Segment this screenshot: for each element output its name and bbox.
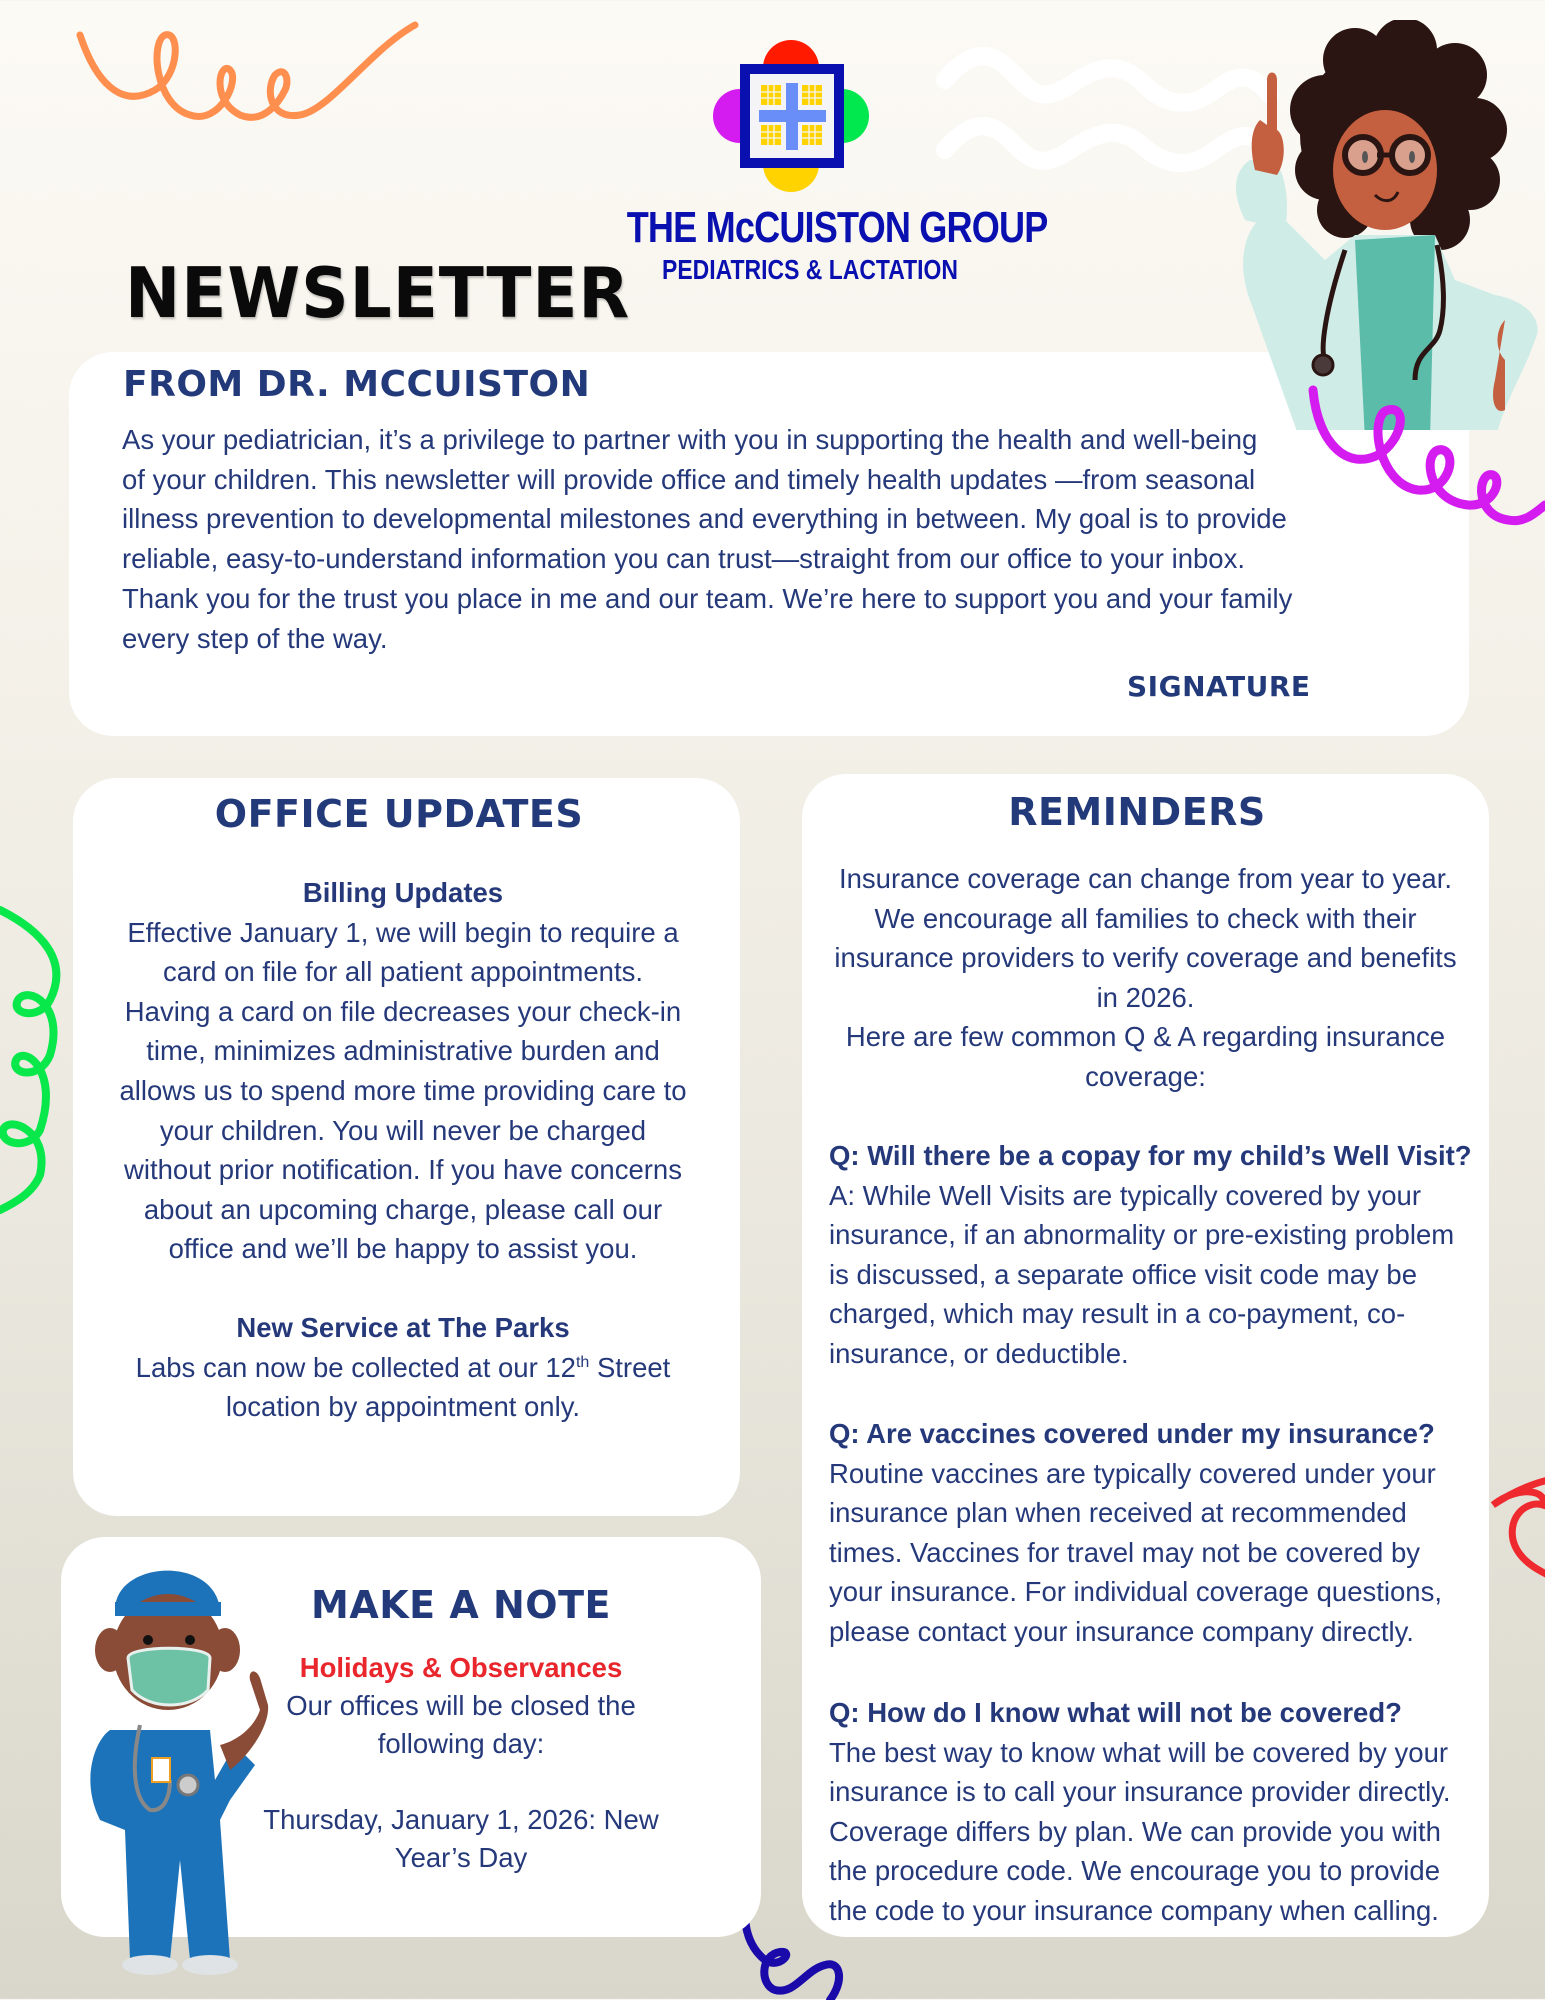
red-squiggle-decoration — [1488, 1470, 1545, 1580]
qa-item: Q: Will there be a copay for my child’s Well Visit? A: While Well Visits are typically covered by your insurance, if an abnormality or pre-existing problem is discussed, a separate office visit code may be charged, which may result in a co-payment, co- insurance, or deductible. — [829, 1136, 1472, 1374]
clinic-logo-icon — [706, 28, 876, 198]
signature: SIGNATURE — [1127, 670, 1311, 703]
office-updates-card — [73, 778, 740, 1516]
newsletter-title: NEWSLETTER — [125, 253, 631, 334]
qa-question: Q: Are vaccines covered under my insurance? — [829, 1418, 1435, 1449]
billing-updates-section: Billing Updates Effective January 1, we will begin to require a card on file for all patient appointments. Having a card on file decreases your check-in time, minimizes administrative burden and allows us to spend more time providing care to your children. You will never be charged without prior notification. If you have concerns about an upcoming charge, please call our office and we’ll be happy to assist you. — [73, 873, 733, 1269]
green-squiggle-decoration — [0, 905, 75, 1215]
from-doctor-message: As your pediatrician, it’s a privilege to partner with you in supporting the health and well-being of your children. This newsletter will provide office and timely health updates —from seasonal illness prevention to developmental milestones and everything in between. My goal is to provide reliable, easy-to-understand information you can trust—straight from our office to your inbox. Thank you for the trust you place in me and our team. We’re here to support you and your family every step of the way. — [122, 424, 1293, 654]
reminders-card — [802, 774, 1489, 1937]
billing-updates-title: Billing Updates — [302, 877, 504, 908]
reminders-intro: Insurance coverage can change from year to year. We encourage all families to check with their insurance providers to verify coverage and benefits in 2026. Here are few common Q & A regarding insurance coverage: — [834, 863, 1457, 1092]
qa-item: Q: Are vaccines covered under my insurance? Routine vaccines are typically covered under your insurance plan when received at recommended times. Vaccines for travel may not be covered by your insurance. For individual coverage questions, please contact your insurance company directly. — [829, 1414, 1442, 1652]
holidays-observances-label: Holidays & Observances — [299, 1652, 623, 1683]
brand-subtitle: PEDIATRICS & LACTATION — [662, 254, 958, 285]
male-nurse-illustration — [70, 1540, 320, 1985]
office-updates-heading: OFFICE UPDATES — [214, 792, 584, 836]
brand-name: THE McCUISTON GROUP — [626, 203, 1048, 252]
holiday-details: Holidays & Observances Our offices will be closed the following day: Thursday, January 1, 2026: New Year’s Day — [261, 1649, 661, 1877]
qa-question: Q: Will there be a copay for my child’s Well Visit? — [829, 1140, 1472, 1171]
qa-question: Q: How do I know what will not be covered? — [829, 1697, 1402, 1728]
from-doctor-heading: FROM DR. MCCUISTON — [123, 364, 591, 405]
purple-squiggle-decoration — [1308, 385, 1545, 530]
orange-squiggle-decoration — [70, 20, 430, 130]
reminders-heading: REMINDERS — [1008, 790, 1266, 834]
new-service-title: New Service at The Parks — [236, 1312, 570, 1343]
qa-item: Q: How do I know what will not be covered? The best way to know what will be covered by your insurance is to call your insurance provider directly. Coverage differs by plan. We can provide you with the procedure code. We encourage you to provide the code to your insurance company when calling. — [829, 1693, 1451, 1931]
new-service-section: New Service at The Parks Labs can now be collected at our 12th Street location by appointment only. — [73, 1308, 733, 1427]
female-doctor-illustration — [1205, 20, 1545, 430]
make-a-note-heading: MAKE A NOTE — [311, 1583, 611, 1627]
